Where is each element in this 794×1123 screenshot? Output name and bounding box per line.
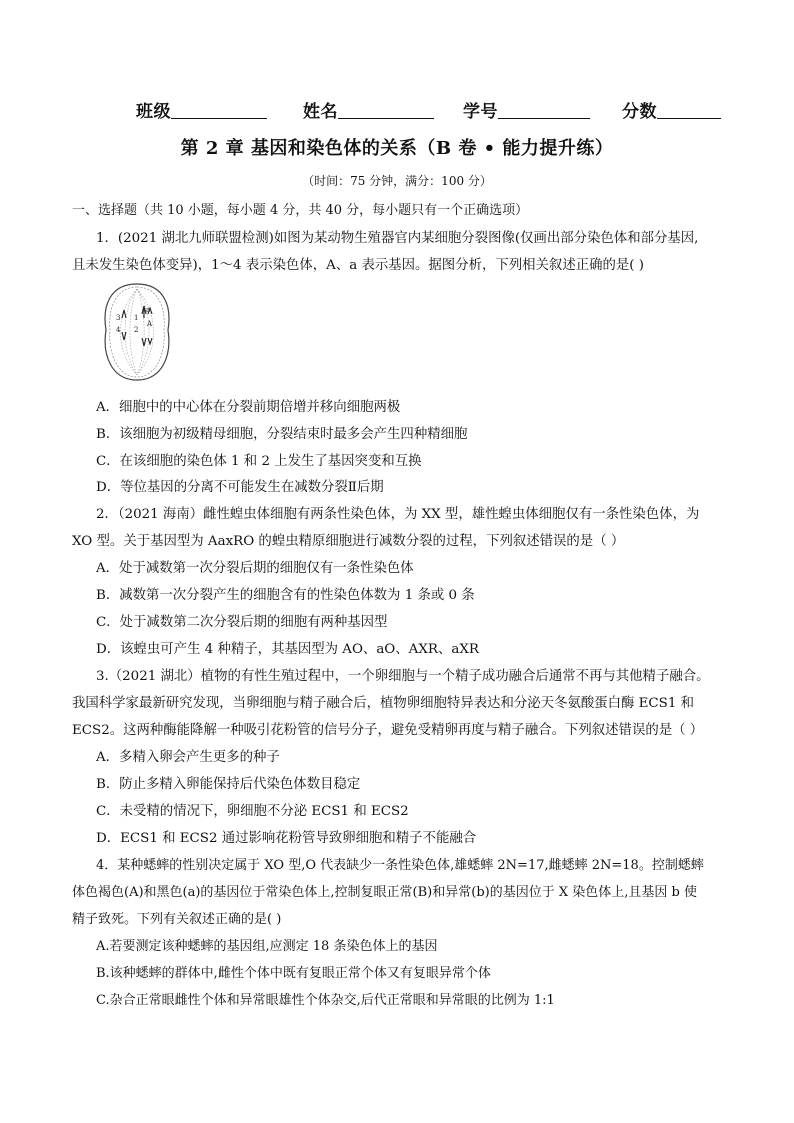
diagram-label-1: 1 — [134, 314, 139, 322]
q4-option-a[interactable]: A.若要测定该种蟋蟀的基因组,应测定 18 条染色体上的基因 — [96, 939, 438, 954]
class-field — [136, 97, 267, 122]
diagram-label-4: 4 — [116, 326, 121, 334]
name-label: 姓名 — [303, 102, 338, 122]
section-heading: 一、选择题（共 10 小题，每小题 4 分，共 40 分，每小题只有一个正确选项） — [72, 203, 529, 218]
q3-option-b[interactable]: B．防止多精入卵能保持后代染色体数目稳定 — [96, 777, 361, 792]
diagram-label-A: A — [147, 320, 153, 328]
student-id-label: 学号 — [463, 102, 498, 122]
name-field — [303, 97, 434, 122]
q1-stem-line1: 1．(2021 湖北九师联盟检测)如图为某动物生殖器官内某细胞分裂图像(仅画出部分染色体和部分基因, — [96, 231, 699, 246]
q4-option-c[interactable]: C.杂合正常眼雌性个体和异常眼雄性个体杂交,后代正常眼和异常眼的比例为 1:1 — [96, 993, 555, 1008]
q3-stem-line2: 我国科学家最新研究发现，当卵细胞与精子融合后，植物卵细胞特异表达和分泌天冬氨酸蛋白酶 ECS1 和 — [72, 696, 695, 711]
diagram-label-a: a — [146, 306, 151, 314]
q4-stem-line2: 体色褐色(A)和黑色(a)的基因位于常染色体上,控制复眼正常(B)和异常(b)的基因位于 X 染色体上,且基因 b 使 — [72, 885, 697, 900]
q1-option-d[interactable]: D．等位基因的分离不可能发生在减数分裂Ⅱ后期 — [96, 480, 384, 495]
diagram-label-2: 2 — [134, 326, 139, 334]
class-blank[interactable] — [171, 102, 267, 119]
q1-option-b[interactable]: B．该细胞为初级精母细胞，分裂结束时最多会产生四种精细胞 — [96, 427, 468, 442]
exam-title: 第 2 章 基因和染色体的关系（B 卷 • 能力提升练） — [180, 138, 614, 159]
score-label: 分数 — [622, 102, 657, 122]
q1-option-a[interactable]: A．细胞中的中心体在分裂前期倍增并移向细胞两极 — [96, 400, 401, 415]
q3-stem-line3: ECS2。这两种酶能降解一种吸引花粉管的信号分子，避免受精卵再度与精子融合。下列叙述错误的是（ ） — [72, 723, 704, 738]
q2-stem-line2: XO 型。关于基因型为 AaxRO 的蝗虫精原细胞进行减数分裂的过程，下列叙述错误的是（ ） — [72, 534, 625, 549]
q2-option-a[interactable]: A．处于减数第一次分裂后期的细胞仅有一条性染色体 — [96, 561, 414, 576]
score-blank[interactable] — [657, 102, 721, 119]
student-id-field — [463, 97, 590, 122]
q3-stem-line1: 3.（2021 湖北）植物的有性生殖过程中，一个卵细胞与一个精子成功融合后通常不再与其他精子融合。 — [96, 669, 710, 684]
q3-option-c[interactable]: C．未受精的情况下，卵细胞不分泌 ECS1 和 ECS2 — [96, 804, 409, 819]
q3-option-a[interactable]: A．多精入卵会产生更多的种子 — [96, 750, 280, 765]
exam-subtitle: （时间：75 分钟，满分：100 分） — [302, 174, 492, 188]
q2-option-b[interactable]: B．减数第一次分裂产生的细胞含有的性染色体数为 1 条或 0 条 — [96, 588, 475, 603]
q1-option-c[interactable]: C．在该细胞的染色体 1 和 2 上发生了基因突变和互换 — [96, 454, 422, 469]
name-blank[interactable] — [338, 102, 434, 119]
q2-option-c[interactable]: C．处于减数第二次分裂后期的细胞有两种基因型 — [96, 615, 388, 630]
q3-option-d[interactable]: D．ECS1 和 ECS2 通过影响花粉管导致卵细胞和精子不能融合 — [96, 831, 477, 846]
q2-stem-line1: 2．（2021 海南）雌性蝗虫体细胞有两条性染色体，为 XX 型，雄性蝗虫体细胞仅有一条性染色体，为 — [96, 507, 700, 522]
score-field — [622, 97, 721, 122]
class-label: 班级 — [136, 102, 171, 122]
cell-division-diagram — [100, 280, 174, 384]
q4-stem-line3: 精子致死。下列有关叙述正确的是( ) — [72, 912, 282, 927]
q2-option-d[interactable]: D．该蝗虫可产生 4 种精子，其基因型为 AO、aO、AXR、aXR — [96, 642, 479, 657]
diagram-label-3: 3 — [116, 314, 121, 322]
q1-stem-line2: 且未发生染色体变异)，1～4 表示染色体，A、a 表示基因。据图分析，下列相关叙述正确的是( ) — [72, 258, 644, 273]
student-id-blank[interactable] — [498, 102, 590, 119]
q4-stem-line1: 4．某种蟋蟀的性别决定属于 XO 型,O 代表缺少一条性染色体,雄蟋蟀 2N=17,雌蟋蟀 2N=18。控制蟋蟀 — [96, 858, 704, 873]
q4-option-b[interactable]: B.该种蟋蟀的群体中,雌性个体中既有复眼正常个体又有复眼异常个体 — [96, 966, 491, 981]
